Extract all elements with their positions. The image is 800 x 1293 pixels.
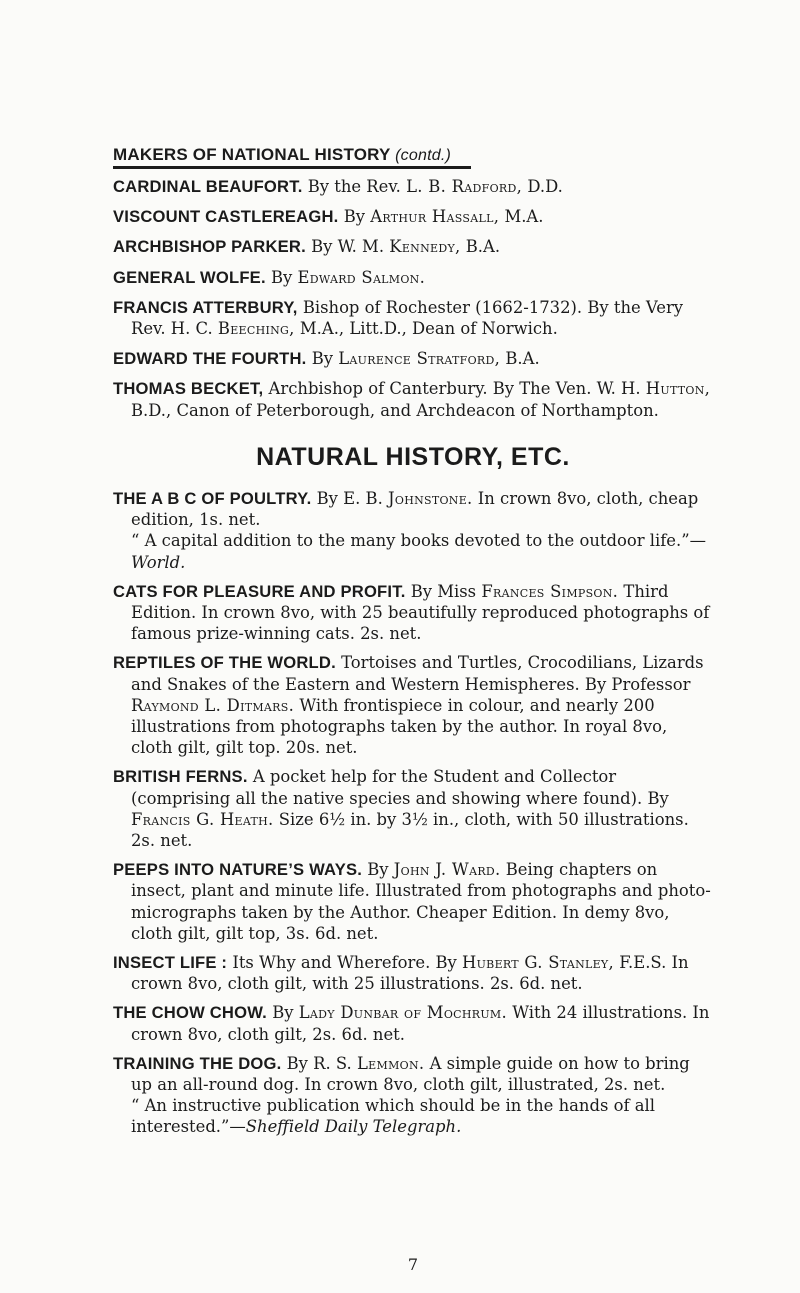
book-entry: CARDINAL BEAUFORT. By the Rev. L. B. Radford, D.D. (113, 177, 563, 196)
book-entry: INSECT LIFE : Its Why and Wherefore. By Hubert G. Stanley, F.E.S. In crown 8vo, cloth gilt, with 25 illustrations. 2s. 6d. net. (113, 953, 689, 994)
book-title: VISCOUNT CASTLEREAGH. (113, 207, 339, 227)
book-author: Johnstone. (388, 489, 473, 508)
book-entry: BRITISH FERNS. A pocket help for the Student and Collector (comprising all the native species and showing where found). By Francis G. Heath. Size 6½ in. by 3½ in., cloth, with 50 illustrations. 2s. net. (113, 767, 689, 851)
book-title: FRANCIS ATTERBURY, (113, 297, 298, 317)
natural-history-list (113, 488, 713, 1146)
quote-source: Sheffield Daily Telegraph. (245, 1117, 462, 1137)
book-title: THOMAS BECKET, (113, 379, 264, 399)
running-head-title: MAKERS OF NATIONAL HISTORY (113, 145, 391, 164)
book-title: INSECT LIFE : (113, 953, 228, 973)
book-author: Kennedy, (389, 237, 461, 257)
book-title: THE CHOW CHOW. (113, 1003, 267, 1023)
book-entry: THE A B C OF POULTRY. By E. B. Johnstone. In crown 8vo, cloth, cheap edition, 1s. net. “ A capital addition to the many books devoted to the outdoor life.”—World. (113, 488, 713, 573)
book-author: Frances Simpson. (481, 581, 619, 601)
review-quote: “ A capital addition to the many books devoted to the outdoor life.”—World. (131, 531, 706, 572)
book-entry: CATS FOR PLEASURE AND PROFIT. By Miss Frances Simpson. Third Edition. In crown 8vo, with 25 beautifully reproduced photographs of famous prize-winning cats. 2s. net. (113, 581, 710, 644)
book-author: L. B. Radford, (406, 177, 523, 196)
book-author: Hutton, (645, 379, 711, 399)
book-title: CARDINAL BEAUFORT. (113, 177, 303, 196)
book-author: John J. Ward. (393, 860, 501, 880)
book-title: GENERAL WOLFE. (113, 267, 266, 287)
book-author: Laurence Stratford, (338, 349, 501, 369)
book-author: Lady Dunbar of Mochrum. (298, 1003, 508, 1023)
book-entry: VISCOUNT CASTLEREAGH. By Arthur Hassall, M.A. (113, 207, 544, 227)
book-author: Beeching, (217, 319, 295, 339)
quote-source: World. (131, 552, 186, 572)
book-title: EDWARD THE FOURTH. (113, 349, 307, 369)
book-author: Lemmon. (357, 1053, 425, 1073)
book-entry: ARCHBISHOP PARKER. By W. M. Kennedy, B.A. (113, 237, 501, 257)
book-author: Francis G. Heath. (131, 809, 274, 829)
running-head (113, 145, 451, 165)
book-entry: GENERAL WOLFE. By Edward Salmon. (113, 267, 426, 287)
book-title: PEEPS INTO NATURE’S WAYS. (113, 860, 363, 880)
running-head-contd: (contd.) (395, 147, 451, 164)
book-author: Hubert G. Stanley, (462, 953, 614, 973)
book-title: BRITISH FERNS. (113, 767, 248, 787)
book-entry: FRANCIS ATTERBURY, Bishop of Rochester (1662-1732). By the Very Rev. H. C. Beeching, M.A., Litt.D., Dean of Norwich. (113, 297, 684, 339)
book-title: TRAINING THE DOG. (113, 1053, 282, 1073)
book-title: CATS FOR PLEASURE AND PROFIT. (113, 581, 406, 601)
book-author: Edward Salmon. (297, 267, 426, 287)
book-title: REPTILES OF THE WORLD. (113, 653, 336, 673)
running-head-rule (113, 166, 471, 169)
book-title: THE A B C OF POULTRY. (113, 489, 312, 508)
book-entry: PEEPS INTO NATURE’S WAYS. By John J. Ward. Being chapters on insect, plant and minute life. Illustrated from photographs and photo-micrographs taken by the Author. Cheaper Edition. In demy 8vo, cloth gilt, gilt top, 3s. 6d. net. (113, 860, 711, 943)
book-entry: THE CHOW CHOW. By Lady Dunbar of Mochrum. With 24 illustrations. In crown 8vo, cloth gilt, 2s. 6d. net. (113, 1003, 710, 1044)
book-entry: EDWARD THE FOURTH. By Laurence Stratford, B.A. (113, 349, 540, 369)
book-author: Arthur Hassall, (370, 207, 500, 227)
book-entry: TRAINING THE DOG. By R. S. Lemmon. A simple guide on how to bring up an all-round dog. In crown 8vo, cloth gilt, illustrated, 2s. net. “ An instructive publication which should be in the hands of all interested.”—Sheffield Daily Telegraph. (113, 1053, 713, 1138)
review-quote: “ An instructive publication which should be in the hands of all interested.”—Sheffield Daily Telegraph. (131, 1096, 655, 1137)
book-entry: THOMAS BECKET, Archbishop of Canterbury. By The Ven. W. H. Hutton, B.D., Canon of Peterborough, and Archdeacon of Northampton. (113, 379, 711, 420)
book-entry: REPTILES OF THE WORLD. Tortoises and Turtles, Crocodilians, Lizards and Snakes of the Eastern and Western Hemispheres. By Professor Raymond L. Ditmars. With frontispiece in colour, and nearly 200 illustrations from photographs taken by the author. In royal 8vo, cloth gilt, gilt top. 20s. net. (113, 653, 704, 758)
makers-list (113, 176, 713, 430)
section-title: NATURAL HISTORY, ETC. (256, 443, 570, 471)
page-number: 7 (407, 1255, 419, 1274)
book-author: Raymond L. Ditmars. (131, 695, 295, 715)
book-title: ARCHBISHOP PARKER. (113, 237, 306, 257)
